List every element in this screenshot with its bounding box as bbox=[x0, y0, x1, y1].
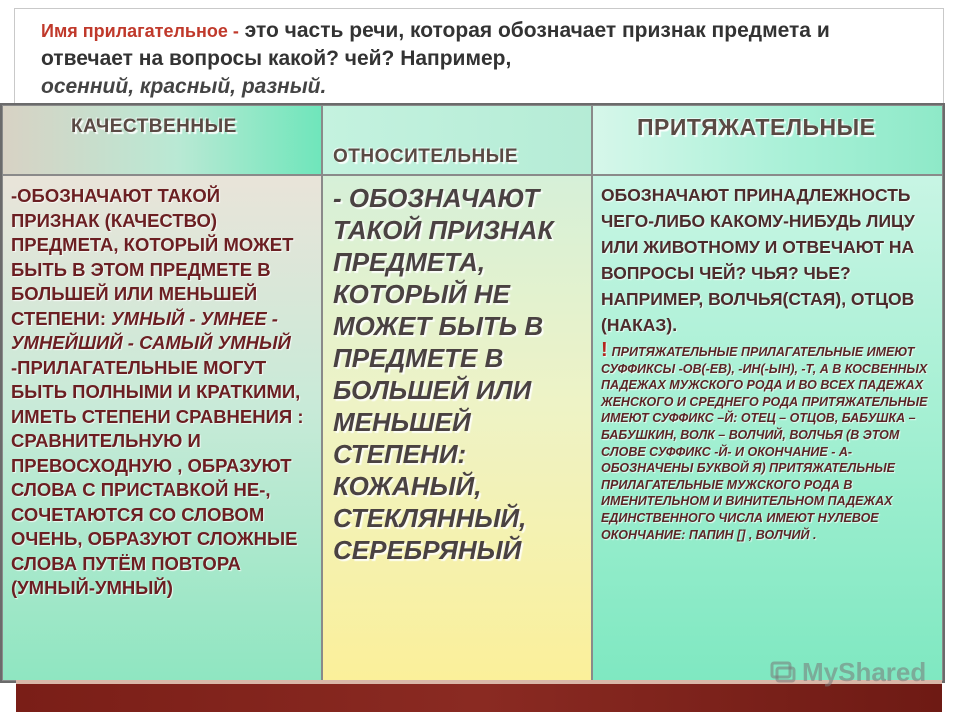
myshared-logo-icon bbox=[770, 660, 796, 684]
definition-body: это часть речи, которая обозначает признак предмета и отвечает на вопросы какой? чей? Например, bbox=[41, 19, 830, 70]
header-possessive bbox=[592, 105, 943, 175]
header-relative-label: ОТНОСИТЕЛЬНЫЕ bbox=[333, 146, 519, 167]
header-relative bbox=[322, 105, 592, 175]
watermark bbox=[770, 656, 926, 688]
possessive-note bbox=[601, 339, 941, 543]
definition-term: Имя прилагательное - bbox=[41, 21, 239, 41]
definition-examples: осенний, красный, разный. bbox=[41, 75, 327, 98]
cell-possessive bbox=[592, 175, 943, 681]
qualitative-definition: -ОБОЗНАЧАЮТ ТАКОЙ ПРИЗНАК (КАЧЕСТВО) ПРЕДМЕТА, КОТОРЫЙ МОЖЕТ БЫТЬ В ЭТОМ ПРЕДМЕТЕ В БОЛЬШЕЙ ИЛИ МЕНЬШЕЙ СТЕПЕНИ: bbox=[11, 185, 294, 329]
qualitative-example: УМНЫЙ - УМНЕЕ - УМНЕЙШИЙ - САМЫЙ УМНЫЙ bbox=[11, 307, 291, 353]
qualitative-text bbox=[11, 184, 313, 601]
bottom-bar bbox=[16, 684, 942, 712]
adjective-categories-table bbox=[0, 103, 945, 683]
header-qualitative-label: КАЧЕСТВЕННЫЕ bbox=[71, 116, 237, 137]
definition-text bbox=[41, 17, 921, 101]
possessive-note-text: ПРИТЯЖАТЕЛЬНЫЕ ПРИЛАГАТЕЛЬНЫЕ ИМЕЮТ СУФФИКСЫ -ОВ(-ЕВ), -ИН(-ЫН), -Т, А В КОСВЕННЫХ ПАДЕЖАХ МУЖСКОГО РОДА И ВО ВСЕХ ПАДЕЖАХ ЖЕНСКОГО И СРЕДНЕГО РОДА ПРИТЯЖАТЕЛЬНЫЕ ИМЕЮТ СУФФИКС –Й: ОТЕЦ – ОТЦОВ, БАБУШКА – БАБУШКИН, ВОЛК – ВОЛЧИЙ, ВОЛЧЬЯ (В ЭТОМ СЛОВЕ СУФФИКС -Й- И ОКОНЧАНИЕ - А- ОБОЗНАЧЕНЫ БУКВОЙ Я) ПРИТЯЖАТЕЛЬНЫЕ ПРИЛАГАТЕЛЬНЫЕ МУЖСКОГО РОДА В ИМЕНИТЕЛЬНОМ И ВИНИТЕЛЬНОМ ПАДЕЖАХ ЕДИНСТВЕННОГО ЧИСЛА ИМЕЮТ НУЛЕВОЕ ОКОНЧАНИЕ: ПАПИН [] , ВОЛЧИЙ . bbox=[601, 345, 928, 542]
cell-qualitative bbox=[2, 175, 322, 681]
header-qualitative bbox=[2, 105, 322, 175]
relative-text: - ОБОЗНАЧАЮТ ТАКОЙ ПРИЗНАК ПРЕДМЕТА, КОТОРЫЙ НЕ МОЖЕТ БЫТЬ В ПРЕДМЕТЕ В БОЛЬШЕЙ ИЛИ МЕНЬШЕЙ СТЕПЕНИ: КОЖАНЫЙ, СТЕКЛЯННЫЙ, СЕРЕБРЯНЫЙ bbox=[333, 183, 554, 565]
definition-box bbox=[14, 8, 944, 105]
possessive-definition: ОБОЗНАЧАЮТ ПРИНАДЛЕЖНОСТЬ ЧЕГО-ЛИБО КАКОМУ-НИБУДЬ ЛИЦУ ИЛИ ЖИВОТНОМУ И ОТВЕЧАЮТ НА ВОПРОСЫ ЧЕЙ? ЧЬЯ? ЧЬЕ? НАПРИМЕР, ВОЛЧЬЯ(СТАЯ), ОТЦОВ (НАКАЗ). bbox=[601, 185, 915, 335]
qualitative-features: -ПРИЛАГАТЕЛЬНЫЕ МОГУТ БЫТЬ ПОЛНЫМИ И КРАТКИМИ, ИМЕТЬ СТЕПЕНИ СРАВНЕНИЯ : СРАВНИТЕЛЬНУЮ И ПРЕВОСХОДНУЮ , ОБРАЗУЮТ СЛОВА С ПРИСТАВКОЙ НЕ-, СОЧЕТАЮТСЯ СО СЛОВОМ ОЧЕНЬ, ОБРАЗУЮТ СЛОЖНЫЕ СЛОВА ПУТЁМ ПОВТОРА (УМНЫЙ-УМНЫЙ) bbox=[11, 356, 304, 598]
exclamation-icon: ! bbox=[601, 339, 608, 361]
possessive-text bbox=[601, 182, 941, 543]
cell-relative bbox=[322, 175, 592, 681]
header-possessive-label: ПРИТЯЖАТЕЛЬНЫЕ bbox=[637, 114, 876, 140]
watermark-text: MyShared bbox=[802, 656, 927, 687]
